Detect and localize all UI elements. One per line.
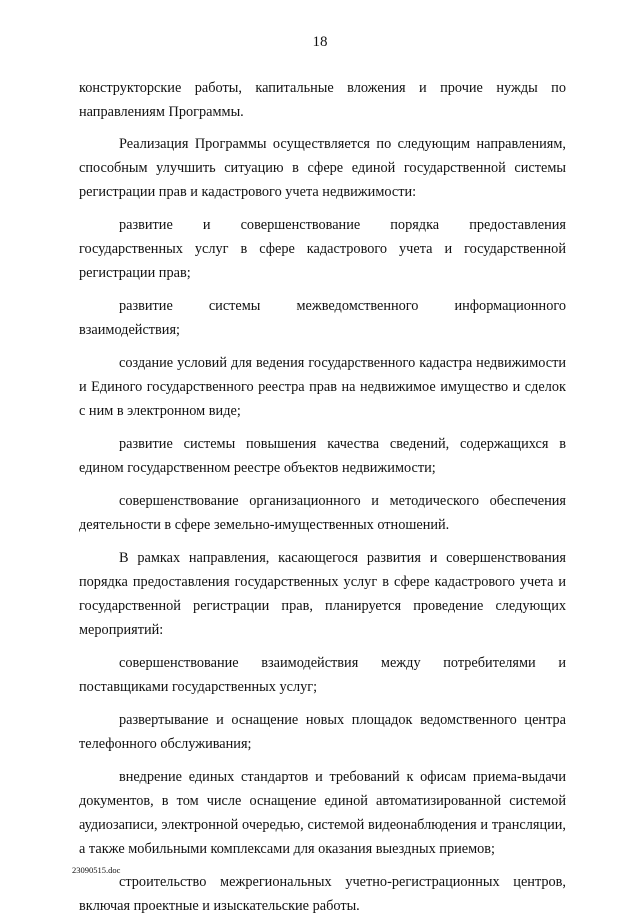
paragraph: внедрение единых стандартов и требований к офисам приема-выдачи документов, в том числе оснащение единой автоматизированной системой аудиозаписи, электронной очередью, системой видеонаблюдения и трансляции, а также мобильными комплексами для оказания выездных приемов;	[79, 769, 566, 857]
paragraph: конструкторские работы, капитальные вложения и прочие нужды по направлениям Программы.	[79, 80, 566, 120]
footer-file-reference: 23090515.doc	[72, 865, 121, 875]
paragraph: развитие и совершенствование порядка предоставления государственных услуг в сфере кадастрового учета и государственной регистрации прав;	[79, 217, 566, 281]
document-body	[79, 76, 566, 918]
paragraph: совершенствование организационного и методического обеспечения деятельности в сфере земельно-имущественных отношений.	[79, 493, 566, 533]
paragraph: строительство межрегиональных учетно-регистрационных центров, включая проектные и изыскательские работы.	[79, 874, 566, 914]
page-number: 18	[312, 34, 328, 50]
paragraph: В рамках направления, касающегося развития и совершенствования порядка предоставления государственных услуг в сфере кадастрового учета и государственной регистрации прав, планируется проведение следующих мероприятий:	[79, 550, 566, 638]
paragraph: развертывание и оснащение новых площадок ведомственного центра телефонного обслуживания;	[79, 712, 566, 752]
paragraph: создание условий для ведения государственного кадастра недвижимости и Единого государственного реестра прав на недвижимое имущество и сделок с ним в электронном виде;	[79, 355, 566, 419]
paragraph: развитие системы повышения качества сведений, содержащихся в едином государственном реестре объектов недвижимости;	[79, 436, 566, 476]
paragraph: Реализация Программы осуществляется по следующим направлениям, способным улучшить ситуацию в сфере единой государственной системы регистрации прав и кадастрового учета недвижимости:	[79, 136, 566, 200]
paragraph: развитие системы межведомственного информационного взаимодействия;	[79, 298, 566, 338]
paragraph: совершенствование взаимодействия между потребителями и поставщиками государственных услуг;	[79, 655, 566, 695]
